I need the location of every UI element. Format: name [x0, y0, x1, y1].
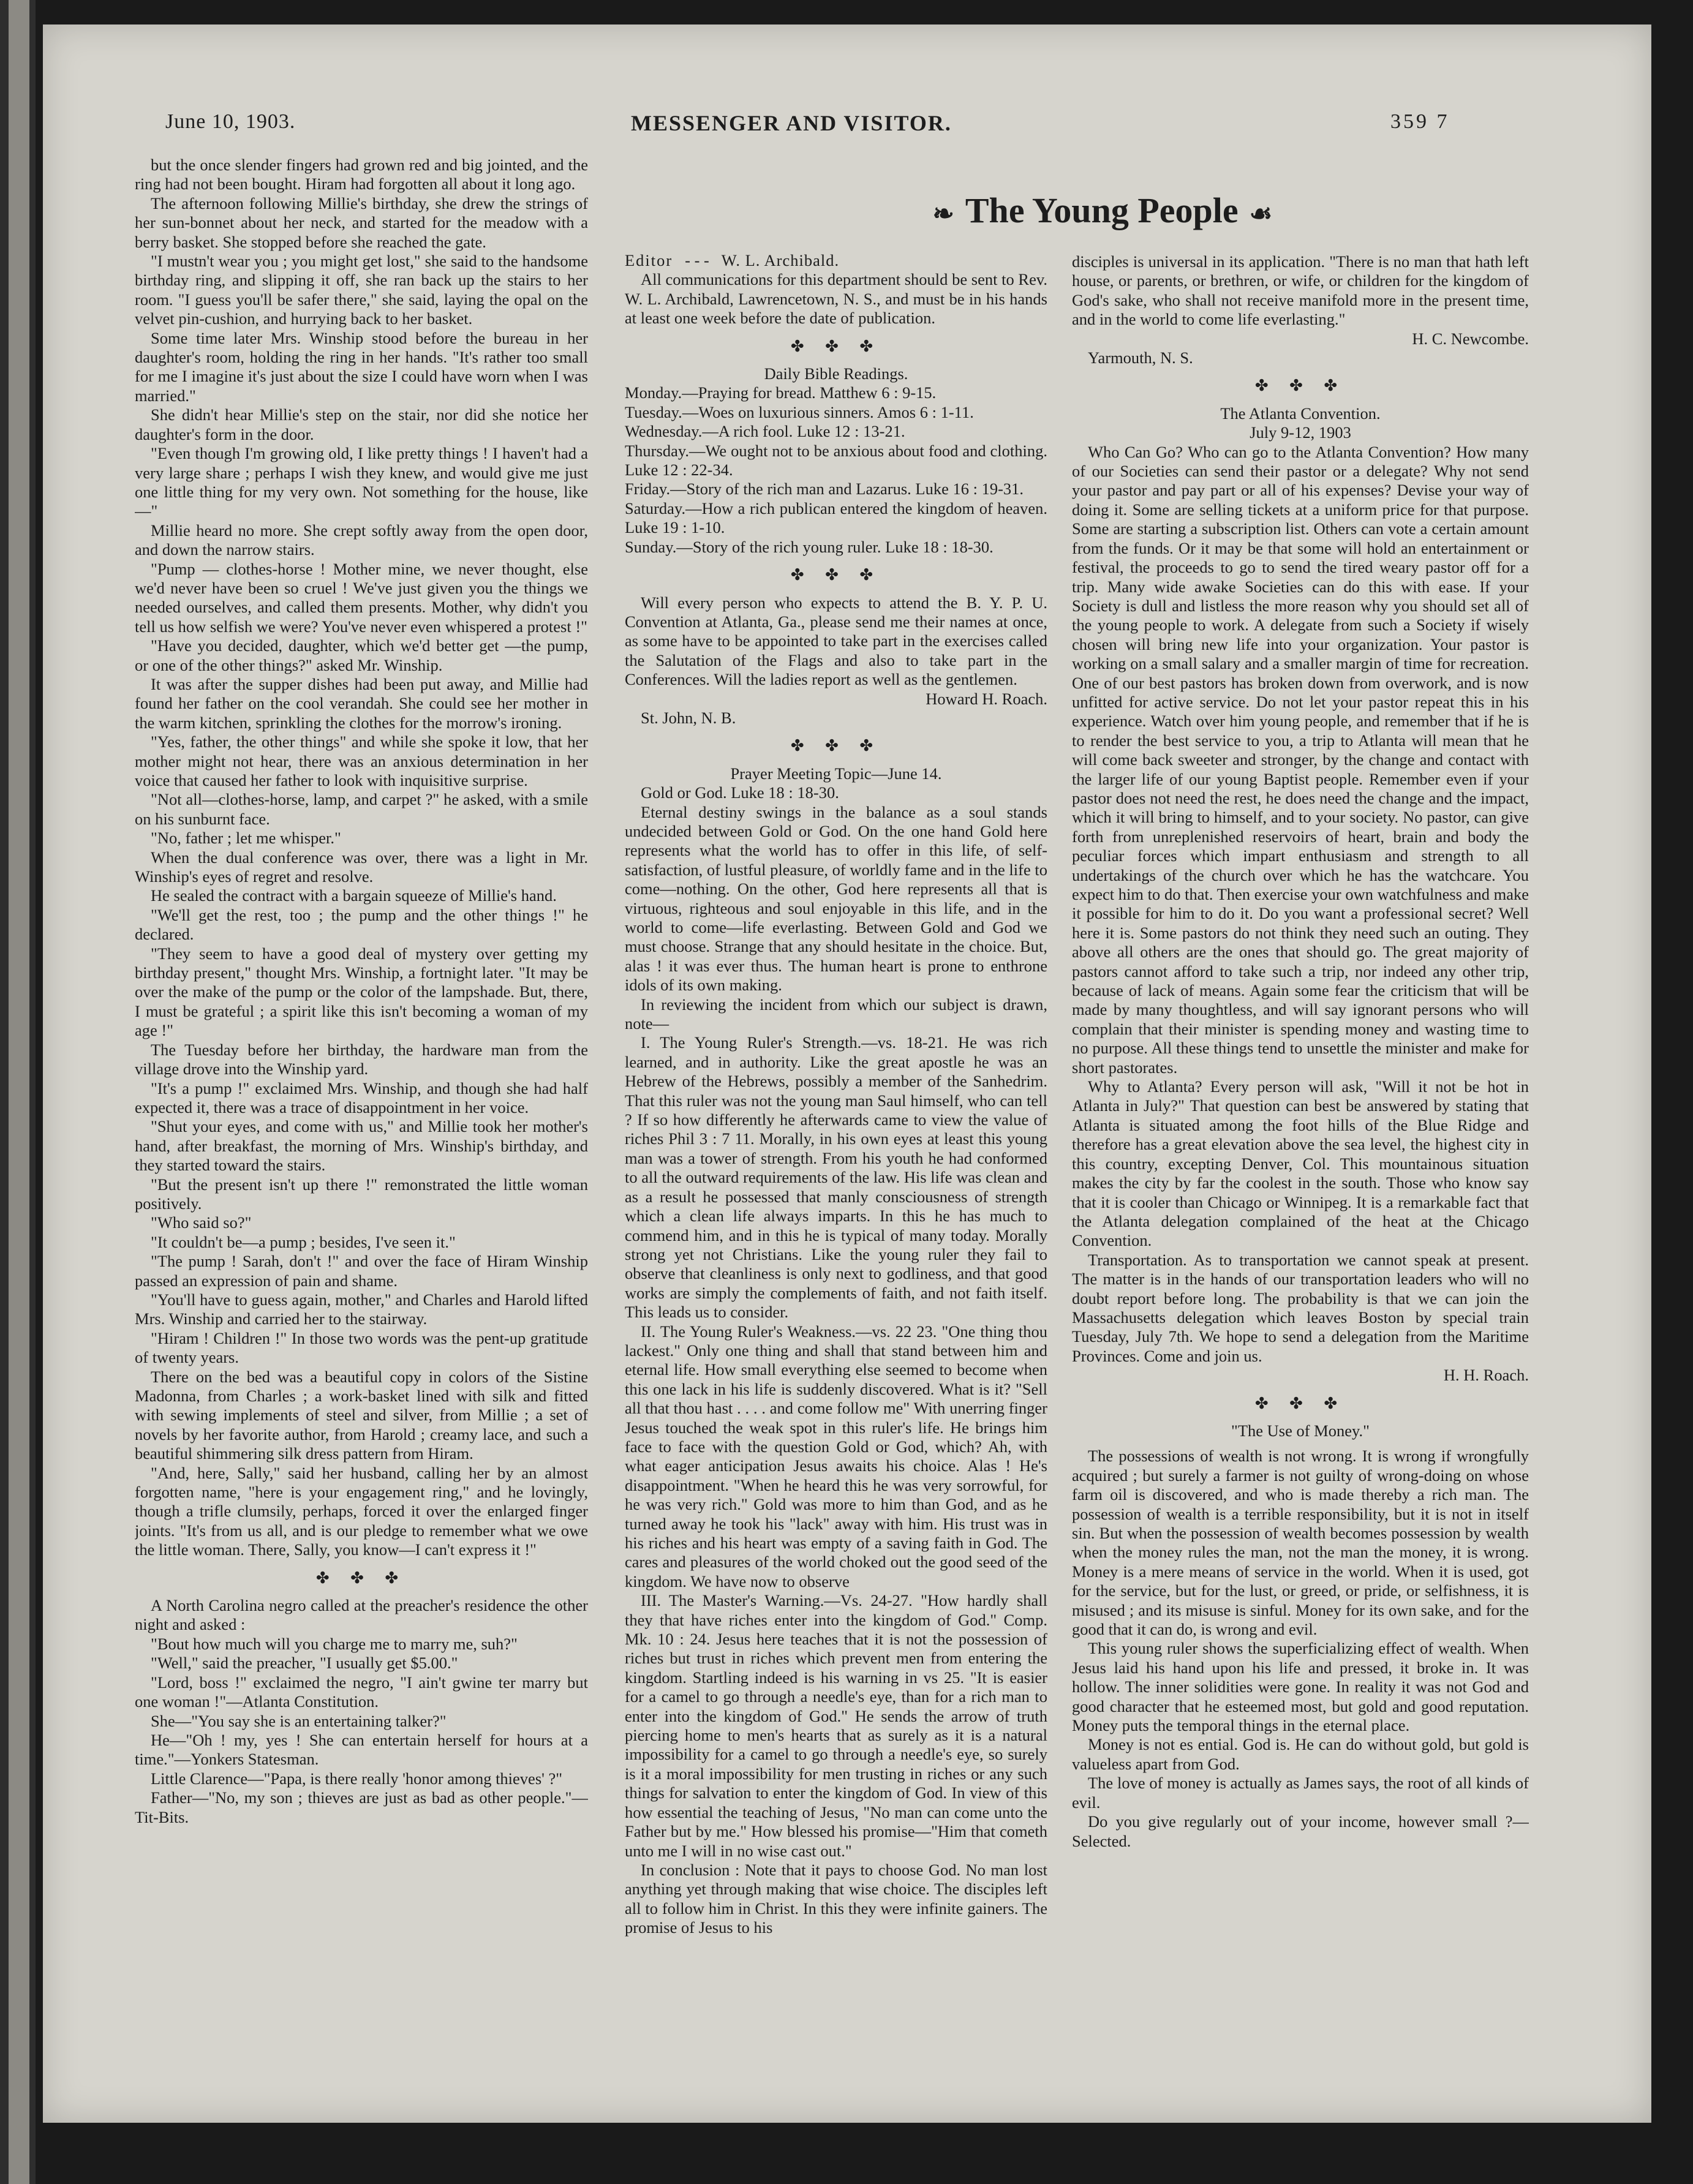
reading-line: Friday.—Story of the rich man and Lazarus. Luke 16 : 19-31. — [625, 480, 1024, 499]
topic-paragraph: III. The Master's Warning.—Vs. 24-27. "How hardly shall they that have riches enter into the kingdom of God." Comp. Mk. 10 : 24. Jesus here teaches that it is not the possession of riches but trust in riches which prevent men from entering the kingdom. Startling indeed is his warning in vs 25. "It is easier for a camel to go through a needle's eye, than for a rich man to enter into the kingdom of God." He sends the arrow of truth piercing home to men's hearts that as surely as it is a natural impossibility for a camel to go through a needle's eye, so surely is it a moral impossibility for men trusting in riches or any such things for salvation to enter the kingdom of God. In view of this how essential the teaching of Jesus, "No man can come unto the Father but by me." How blessed his promise—"Him that cometh unto me I will in no wise cast out." — [625, 1591, 1047, 1860]
byp-signature: Howard H. Roach. — [926, 689, 1047, 708]
money-paragraph: This young ruler shows the superficializing effect of wealth. When Jesus laid his hand upon his life and pressed, it broke in. It was hollow. The inner solidities were gone. In reality it was not God and good character that he esteemed most, but gold and good reputation. Money puts the temporal things in the eternal place. — [1072, 1639, 1529, 1735]
column-1 — [135, 156, 588, 2109]
story-paragraph: "Have you decided, daughter, which we'd better get —the pump, or one of the other things?" asked Mr. Winship. — [135, 636, 588, 674]
bible-readings-heading: Daily Bible Readings. — [764, 364, 908, 383]
story-paragraph: "Who said so?" — [151, 1213, 252, 1232]
atlanta-paragraph: Why to Atlanta? Every person will ask, "Will it not be hot in Atlanta in July?" That question can best be answered by stating that Atlanta is situated among the foot hills of the Blue Ridge and therefore has a great elevation above the sea level, the highest city in this country, excepting Denver, Col. This mountainous situation makes the city by far the coolest in the south. Those who know say that it is cooler than Chicago or Winnipeg. It is a remarkable fact that the Atlanta delegation complained of the heat at the Chicago Convention. — [1072, 1077, 1529, 1250]
joke-paragraph: "Lord, boss !" exclaimed the negro, "I ain't gwine ter marry but one woman !"—Atlanta Constitution. — [135, 1673, 588, 1711]
ornament-divider: ✤ ✤ ✤ — [790, 337, 882, 355]
atlanta-convention-heading: The Atlanta Convention. — [1220, 404, 1381, 423]
masthead-title: MESSENGER AND VISITOR. — [631, 111, 952, 135]
joke-paragraph: She—"You say she is an entertaining talker?" — [151, 1711, 447, 1730]
topic-paragraph: Eternal destiny swings in the balance as a soul stands undecided between Gold or God. On the one hand Gold here represents what the world has to offer in this life, of self-satisfaction, of lustful pleasure, of worldly fame and in the life to come—nothing. On the other, God here represents all that is virtuous, righteous and soul enjoyable in this life, and in the world to come—life everlasting. Between Gold and God we must choose. Strange that any should hesitate in the choice. But, alas ! it was ever thus. The human heart is prone to enthrone idols of its own making. — [625, 802, 1047, 995]
editor-line — [625, 251, 1047, 270]
story-paragraph: He sealed the contract with a bargain squeeze of Millie's hand. — [151, 886, 557, 905]
ornament-divider: ✤ ✤ ✤ — [1254, 377, 1346, 395]
use-of-money-heading: "The Use of Money." — [1231, 1421, 1370, 1440]
joke-paragraph: Little Clarence—"Papa, is there really 'honor among thieves' ?" — [151, 1769, 563, 1788]
ornament-divider: ✤ ✤ ✤ — [1254, 1394, 1346, 1412]
story-paragraph: "The pump ! Sarah, don't !" and over the face of Hiram Winship passed an expression of pain and shame. — [135, 1252, 588, 1290]
atlanta-signature: H. H. Roach. — [1443, 1366, 1529, 1385]
story-paragraph: "But the present isn't up there !" remonstrated the little woman positively. — [135, 1175, 588, 1213]
editor-dashes: - - - — [685, 251, 709, 269]
story-paragraph: "Hiram ! Children !" In those two words was the pent-up gratitude of twenty years. — [135, 1328, 588, 1367]
money-paragraph: Do you give regularly out of your income, however small ?—Selected. — [1072, 1812, 1529, 1850]
topic-paragraph: II. The Young Ruler's Weakness.—vs. 22 23. "One thing thou lackest." Only one thing and shall that stand between him and eternal life. How small everything else seemed to become when this one lack in his life is suddenly discovered. What is it? "Sell all that thou hast . . . . and come follow me" With unerring finger Jesus touched the weak spot in this ruler's life. He brings him face to face with the question Gold or God, which? Ah, with what eager anticipation Jesus awaits his choice. Alas ! He's disappointment. "When he heard this he was very sorrowful, for he was very rich." Gold was more to him than God, and as he turned away he took his "lack" away with him. His trust was in his riches and his heart was empty of a saving faith in God. The cares and pleasures of the world choked out the good seed of the kingdom. We have now to observe — [625, 1322, 1047, 1591]
joke-paragraph: Father—"No, my son ; thieves are just as bad as other people."—Tit-Bits. — [135, 1788, 588, 1826]
story-paragraph: "It's a pump !" exclaimed Mrs. Winship, and though she had half expected it, there was a trace of disappointment in her voice. — [135, 1079, 588, 1116]
byp-place: St. John, N. B. — [641, 708, 736, 727]
money-paragraph: Money is not es ential. God is. He can do without gold, but gold is valueless apart from God. — [1072, 1735, 1529, 1773]
atlanta-paragraph: Who Can Go? Who can go to the Atlanta Convention? How many of our Societies can send their pastor or a delegate? Why not send your pastor and pay part or all of his expenses? Devise your way of doing it. Some are selling tickets at a uniform price for that purpose. Some are starting a subscription list. Others can vote a certain amount from the funds. Or it may be that some will hold an entertainment or festival, the proceeds to go to send the tired weary pastor off for a trip. Many wide awake Societies can do this with ease. If your Society is dull and listless the more reason why you should set all of the young people to work. A delegate from such a Society if wisely chosen will bring new life into your organization. Your pastor is working on a small salary and a smaller margin of time for recreation. One of our best pastors has broken down from overwork, and is now unfitted for active service. Do not let your pastor repeat this in his experience. Watch over him young people, and remember that if he is to render the best service to you, a trip to Atlanta will mean that he will come back sweeter and stronger, by the change and contact with the larger life of our young Baptist people. Remember even if your pastor does not need the rest, he does need the change and the impact, which it will bring to himself, and to your society. No pastor, can give forth from unreplenished reservoirs of heart, brain and body the peculiar forces which impart enthusiasm and strength to all undertakings of the church over which he has the watchcare. You expect him to do that. Then exercise your own watchfulness and make it possible for him to do it. Do you want a professional secret? Well here it is. Some pastors do not think they need such an outing. They above all others are the ones that should go. The great majority of pastors cannot afford to take such a trip, nor indeed any other trip, because of lack of means. Again some fear the criticism that will be made by many thoughtless, and will say ignorant persons who will complain that their minister is spending money and wasting time to no purpose. All these things tend to unsettle the minister and make for short pastorates. — [1072, 442, 1529, 1077]
story-paragraph: "No, father ; let me whisper." — [151, 829, 341, 848]
fleuron-right-icon: ☙ — [1249, 200, 1273, 228]
story-paragraph: "You'll have to guess again, mother," and Charles and Harold lifted Mrs. Winship and carried her to the stairway. — [135, 1290, 588, 1328]
ornament-divider: ✤ ✤ ✤ — [790, 737, 882, 755]
money-paragraph: The love of money is actually as James says, the root of all kinds of evil. — [1072, 1774, 1529, 1812]
story-paragraph: "It couldn't be—a pump ; besides, I've seen it." — [151, 1232, 456, 1251]
prayer-topic-heading: Prayer Meeting Topic—June 14. — [730, 764, 942, 783]
editor-notice: All communications for this department should be sent to Rev. W. L. Archibald, Lawrencetown, N. S., and must be in his hands at least one week before the date of publication. — [625, 270, 1047, 328]
adjacent-page-edge — [9, 0, 29, 2184]
fleuron-left-icon: ❧ — [932, 200, 954, 228]
continued-paragraph: disciples is universal in its application. "There is no man that hath left house, or parents, or brethren, or wife, or children for the kingdom of God's sake, who shall not receive manifold more in the present time, and in the world to come life everlasting." — [1072, 252, 1529, 329]
ornament-divider: ✤ ✤ ✤ — [315, 1568, 407, 1587]
reading-line: Saturday.—How a rich publican entered the kingdom of heaven. Luke 19 : 1-10. — [625, 499, 1047, 537]
atlanta-convention-dates: July 9-12, 1903 — [1250, 423, 1351, 442]
story-paragraph: Some time later Mrs. Winship stood before the bureau in her daughter's room, holding the ring in her hands. "It's rather too small for me I imagine it's just about the size I could have worn when I was married." — [135, 328, 588, 405]
reading-line: Thursday.—We ought not to be anxious about food and clothing. Luke 12 : 22-34. — [625, 441, 1047, 480]
atlanta-paragraph: Transportation. As to transportation we cannot speak at present. The matter is in the hands of our transportation leaders who will no doubt report before long. The probability is that we can join the Massachusetts delegation which leaves Boston by special train Tuesday, July 7th. We hope to send a delegation from the Maritime Provinces. Come and join us. — [1072, 1250, 1529, 1365]
topic-paragraph: In conclusion : Note that it pays to choose God. No man lost anything yet through making that wise choice. The disciples left all to follow him in Christ. In this they were infinite gainers. The promise of Jesus to his — [625, 1860, 1047, 1937]
story-paragraph: "Not all—clothes-horse, lamp, and carpet ?" he asked, with a smile on his sunburnt face. — [135, 790, 588, 828]
editor-label: Editor — [625, 251, 673, 269]
story-paragraph: "And, here, Sally," said her husband, calling her by an almost forgotten name, "here is your engagement ring," and he lovingly, though a trifle clumsily, perhaps, forced it over the enlarged finger joints. "It's from us all, and is our pledge to remember what we owe the little woman. There, Sally, you know—I can't express it !" — [135, 1463, 588, 1559]
story-paragraph: It was after the supper dishes had been put away, and Millie had found her father on the cool verandah. She could see her mother in the warm kitchen, sprinkling the clothes for the morrow's ironing. — [135, 674, 588, 732]
joke-paragraph: He—"Oh ! my, yes ! She can entertain herself for hours at a time."—Yonkers Statesman. — [135, 1730, 588, 1769]
money-paragraph: The possessions of wealth is not wrong. It is wrong if wrongfully acquired ; but surely a farmer is not guilty of wrong-doing on whose farm oil is discovered, and who is made thereby a rich man. The possession of wealth is a terrible responsibility, but it is not in itself sin. But when the possession of wealth becomes possession by wealth when the money rules the man, not the man the money, it is wrong. Money is a mere means of service in the world. When it is used, got for the service, but for the lust, or greed, or pride, or selfishness, it is misused ; and its misuse is sinful. Money for its own sake, and for the good that it can do, is wrong and evil. — [1072, 1447, 1529, 1639]
reading-line: Sunday.—Story of the rich young ruler. Luke 18 : 18-30. — [625, 537, 994, 556]
joke-paragraph: "Bout how much will you charge me to marry me, suh?" — [151, 1634, 518, 1653]
story-paragraph: "Pump — clothes-horse ! Mother mine, we never thought, else we'd never have been so cruel ! We've just given you the things we needed ourselves, and called them presents. Mother, why didn't you tell us how selfish we were? You've never even whispered a protest !" — [135, 559, 588, 636]
byp-notice: Will every person who expects to attend the B. Y. P. U. Convention at Atlanta, Ga., please send me their names at once, as some have to be appointed to take part in the exercises called the Salutation of the Flags and also to take part in the Conferences. Will the ladies report as well as the gentlemen. — [625, 593, 1047, 689]
section-title-text: The Young People — [965, 190, 1239, 230]
section-title — [833, 190, 1372, 231]
reading-line: Monday.—Praying for bread. Matthew 6 : 9-15. — [625, 383, 937, 402]
story-paragraph: The afternoon following Millie's birthday, she drew the strings of her sun-bonnet about her neck, and started for the meadow with a berry basket. She stopped before she reached the gate. — [135, 194, 588, 251]
story-paragraph: "Even though I'm growing old, I like pretty things ! I haven't had a very large share ; perhaps I wish they knew, and would give me just one little thing for my very own. Not something for the house, like—" — [135, 444, 588, 521]
topic-paragraph: I. The Young Ruler's Strength.—vs. 18-21. He was rich learned, and in authority. Like the great apostle he was an Hebrew of the Hebrews, possibly a member of the Sanhedrim. That this ruler was not the young man Saul himself, who can tell ? If so how differently he afterwards came to view the value of riches Phil 3 : 7 11. Morally, in his own eyes at least this young man was a tower of strength. From his youth he had conformed to all the outward requirements of the law. His life was clean and as a result he possessed that manly consciousness of strength which a clean life always imparts. In this he has much to commend him, and in this he is typical of many today. Morally strong yet not Christians. Like the young ruler they fail to observe that cleanliness is only next to godliness, and that good works are simply the complements of faith, and not faith itself. This leads us to consider. — [625, 1033, 1047, 1322]
editor-name: W. L. Archibald. — [721, 251, 840, 269]
reading-line: Wednesday.—A rich fool. Luke 12 : 13-21. — [625, 422, 905, 441]
prayer-topic: Gold or God. Luke 18 : 18-30. — [641, 783, 839, 802]
story-paragraph: Millie heard no more. She crept softly away from the open door, and down the narrow stairs. — [135, 521, 588, 559]
joke-paragraph: "Well," said the preacher, "I usually get $5.00." — [151, 1654, 458, 1673]
story-paragraph: but the once slender fingers had grown red and big jointed, and the ring had not been bought. Hiram had forgotten all about it long ago. — [135, 156, 588, 194]
topic-paragraph: In reviewing the incident from which our subject is drawn, note— — [625, 995, 1047, 1033]
ornament-divider: ✤ ✤ ✤ — [790, 566, 882, 584]
story-paragraph: She didn't hear Millie's step on the stair, nor did she notice her daughter's form in the door. — [135, 405, 588, 443]
story-paragraph: "They seem to have a good deal of mystery over getting my birthday present," thought Mrs. Winship, a fortnight later. "It may be over the make of the pump or the color of the lampshade. But, there, I must be grateful ; a spirit like this isn't becoming a woman of my age !" — [135, 944, 588, 1040]
column-2 — [625, 251, 1047, 2113]
newcombe-signature: H. C. Newcombe. — [1412, 329, 1529, 348]
story-paragraph: "I mustn't wear you ; you might get lost," she said to the handsome birthday ring, and slipping it off, she ran back up the stairs to her room. "I guess you'll be safer there," she said, laying the opal on the velvet pin-cushion, and hurrying back to her basket. — [135, 252, 588, 328]
page-number: 359 7 — [1390, 110, 1450, 133]
column-3 — [1072, 252, 1529, 2114]
binding-spine — [0, 0, 36, 2184]
story-paragraph: The Tuesday before her birthday, the hardware man from the village drove into the Winship yard. — [135, 1040, 588, 1079]
story-paragraph: "Yes, father, the other things" and while she spoke it low, that her mother might not hear, there was an anxious determination in her voice that caused her father to look with inquisitive surprise. — [135, 732, 588, 789]
joke-paragraph: A North Carolina negro called at the preacher's residence the other night and asked : — [135, 1596, 588, 1634]
header-date: June 10, 1903. — [165, 110, 296, 133]
newcombe-place: Yarmouth, N. S. — [1088, 348, 1193, 367]
reading-line: Tuesday.—Woes on luxurious sinners. Amos 6 : 1-11. — [625, 402, 974, 421]
story-paragraph: "We'll get the rest, too ; the pump and the other things !" he declared. — [135, 905, 588, 944]
page-header — [43, 110, 1651, 147]
story-paragraph: There on the bed was a beautiful copy in colors of the Sistine Madonna, from Charles ; a work-basket lined with silk and fitted with sewing implements of steel and silver, from Millie ; a set of novels by her favorite author, from Harold ; creamy lace, and such a beautiful shimmering silk dress pattern from Hiram. — [135, 1367, 588, 1463]
story-paragraph: When the dual conference was over, there was a light in Mr. Winship's eyes of regret and resolve. — [135, 848, 588, 886]
story-paragraph: "Shut your eyes, and come with us," and Millie took her mother's hand, after breakfast, the morning of Mrs. Winship's birthday, and they started toward the stairs. — [135, 1117, 588, 1175]
newspaper-page — [43, 24, 1651, 2123]
